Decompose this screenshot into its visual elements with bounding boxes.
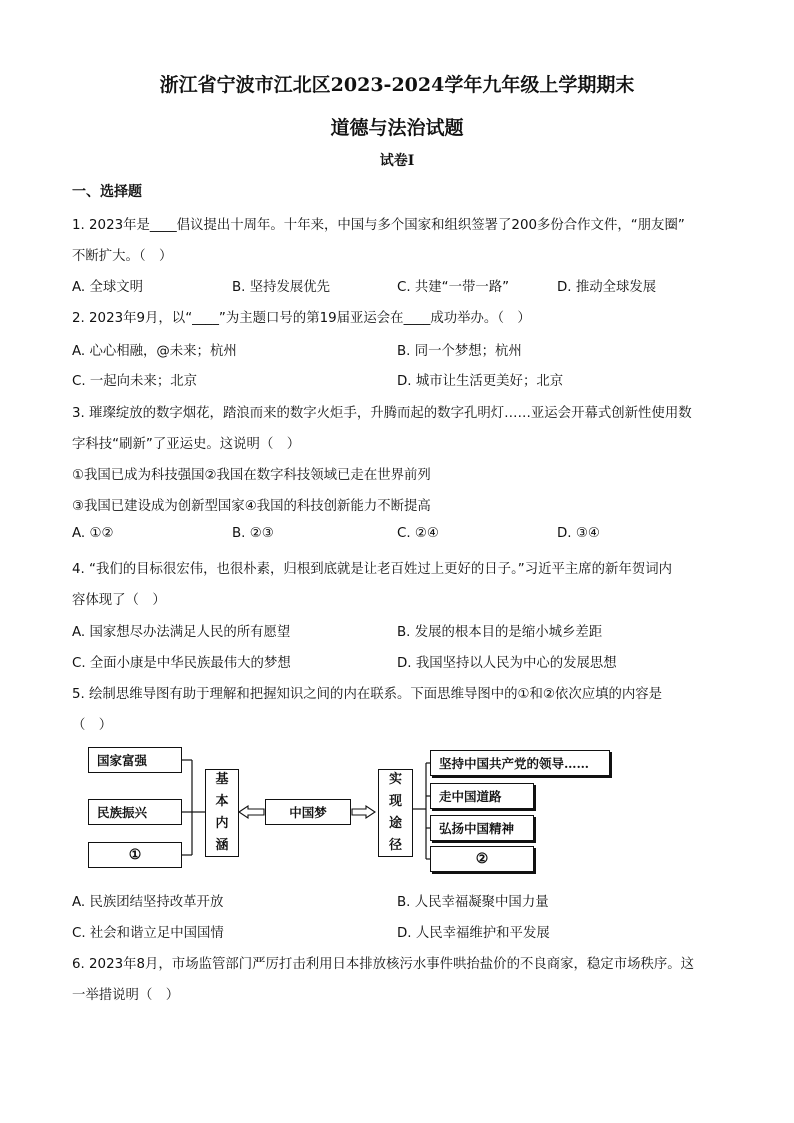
question-2-option-b: B. 同一个梦想；杭州	[397, 344, 522, 359]
mind-map-party-leadership: 坚持中国共产党的领导……	[430, 750, 610, 776]
path-char-1: 实	[388, 772, 402, 787]
question-2-option-d: D. 城市让生活更美好；北京	[397, 374, 564, 389]
question-3-statement-1: ①我国已成为科技强国②我国在数字科技领域已走在世界前列	[72, 468, 431, 483]
connotation-char-2: 本	[215, 794, 229, 809]
question-5-option-b: B. 人民幸福凝聚中国力量	[397, 895, 549, 910]
mind-map-chinese-road: 走中国道路	[430, 783, 534, 809]
question-3-option-c: C. ②④	[397, 526, 439, 541]
question-4-option-a: A. 国家想尽办法满足人民的所有愿望	[72, 625, 291, 640]
question-5-option-d: D. 人民幸福维护和平发展	[397, 926, 550, 941]
question-3-line-1: 3. 璀璨绽放的数字烟花，踏浪而来的数字火炬手，升腾而起的数字孔明灯……亚运会开幕式创新性使用数	[72, 406, 692, 421]
question-1-option-d: D. 推动全球发展	[557, 280, 657, 295]
question-1-option-b: B. 坚持发展优先	[232, 280, 331, 295]
question-4-option-b: B. 发展的根本目的是缩小城乡差距	[397, 625, 603, 640]
mind-map-chinese-spirit: 弘扬中国精神	[430, 815, 534, 841]
question-2-option-a: A. 心心相融，@未来；杭州	[72, 344, 237, 359]
mind-map-blank-2: ②	[430, 846, 534, 872]
question-6-line-1: 6. 2023年8月，市场监管部门严厉打击利用日本排放核污水事件哄抬盐价的不良商家，稳定市场秩序。这	[72, 957, 695, 972]
question-3-option-b: B. ②③	[232, 526, 274, 541]
path-char-3: 途	[388, 816, 402, 831]
paper-part: 试卷Ⅰ	[379, 153, 415, 169]
question-4-line-1: 4. “我们的目标很宏伟，也很朴素，归根到底就是让老百姓过上更好的日子。”习近平主席的新年贺词内	[72, 562, 673, 577]
question-3-line-2: 字科技“刷新”了亚运史。这说明（ ）	[72, 437, 301, 452]
question-3-option-d: D. ③④	[557, 526, 600, 541]
mind-map-basic-connotation	[205, 769, 239, 857]
connotation-char-1: 基	[215, 772, 229, 787]
mind-map-item-rejuvenation: 民族振兴	[88, 799, 182, 825]
question-3-statement-2: ③我国已建设成为创新型国家④我国的科技创新能力不断提高	[72, 499, 431, 514]
path-char-4: 径	[388, 838, 402, 853]
question-1-line-2: 不断扩大。（ ）	[72, 249, 173, 264]
connotation-char-3: 内	[215, 816, 229, 831]
question-2-line-1: 2. 2023年9月，以“____”为主题口号的第19届亚运会在____成功举办。（ ）	[72, 311, 531, 326]
connotation-char-4: 涵	[215, 838, 229, 853]
mind-map-blank-1: ①	[88, 842, 182, 868]
question-3-option-a: A. ①②	[72, 526, 114, 541]
subject-title: 道德与法治试题	[330, 117, 464, 139]
exam-title: 浙江省宁波市江北区2023-2024学年九年级上学期期末	[159, 74, 635, 96]
question-5-option-c: C. 社会和谐立足中国国情	[72, 926, 224, 941]
question-2-option-c: C. 一起向未来；北京	[72, 374, 197, 389]
question-1-option-a: A. 全球文明	[72, 280, 143, 295]
question-4-line-2: 容体现了（ ）	[72, 593, 166, 608]
question-4-option-d: D. 我国坚持以人民为中心的发展思想	[397, 656, 617, 671]
question-1-option-c: C. 共建“一带一路”	[397, 280, 510, 295]
mind-map-item-prosperity: 国家富强	[88, 747, 182, 773]
question-5-line-1: 5. 绘制思维导图有助于理解和把握知识之间的内在联系。下面思维导图中的①和②依次应填的内容是	[72, 687, 663, 702]
mind-map-diagram	[88, 745, 618, 875]
question-5-option-a: A. 民族团结坚持改革开放	[72, 895, 224, 910]
question-5-line-2: （ ）	[72, 718, 113, 733]
question-1-line-1: 1. 2023年是____倡议提出十周年。十年来，中国与多个国家和组织签署了200多份合作文件，“朋友圈”	[72, 218, 685, 233]
mind-map-chinese-dream: 中国梦	[265, 799, 351, 825]
question-6-line-2: 一举措说明（ ）	[72, 988, 180, 1003]
mind-map-realization-path	[378, 769, 413, 857]
question-4-option-c: C. 全面小康是中华民族最伟大的梦想	[72, 656, 291, 671]
path-char-2: 现	[388, 794, 402, 809]
section-title: 一、选择题	[72, 184, 142, 200]
